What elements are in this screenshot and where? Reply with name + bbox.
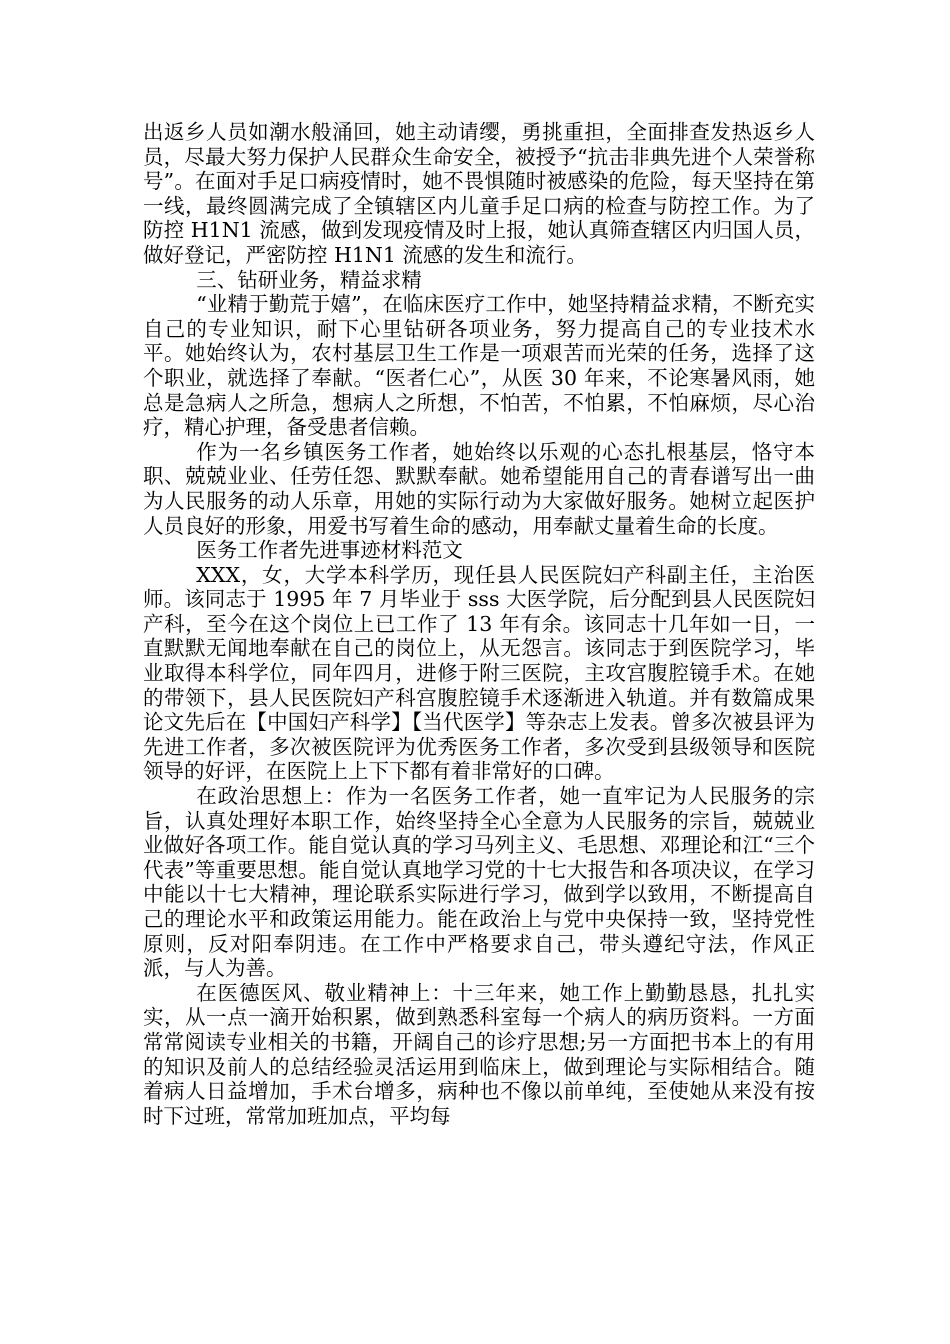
paragraph-3: 作为一名乡镇医务工作者，她始终以乐观的心态扎根基层，恪守本职、兢兢业业、任劳任怨、默默奉献。她希望能用自己的青春谱写出一曲为人民服务的动人乐章，用她的实际行动为大家做好服务。她树立起医护人员良好的形象，用爱书写着生命的感动，用奉献丈量着生命的长度。 — [143, 439, 815, 538]
document-page — [143, 120, 815, 1128]
section-heading-3: 三、钻研业务，精益求精 — [196, 267, 422, 292]
paragraph-1: 出返乡人员如潮水般涌回，她主动请缨，勇挑重担，全面排查发热返乡人员，尽最大努力保护人民群众生命安全，被授予“抗击非典先进个人荣誉称号”。在面对手足口病疫情时，她不畏惧随时被感染的危险，每天坚持在第一线，最终圆满完成了全镇辖区内儿童手足口病的检查与防控工作。为了防控 H1N1 流感，做到发现疫情及时上报，她认真筛查辖区内归国人员，做好登记，严密防控 H1N1 流感的发生和流行。 — [143, 120, 815, 267]
article-title: 医务工作者先进事迹材料范文 — [196, 538, 463, 563]
paragraph-2: “业精于勤荒于嬉”，在临床医疗工作中，她坚持精益求精，不断充实自己的专业知识，耐下心里钻研各项业务，努力提高自己的专业技术水平。她始终认为，农村基层卫生工作是一项艰苦而光荣的任务，选择了这个职业，就选择了奉献。“医者仁心”，从医 30 年来，不论寒暑风雨，她总是急病人之所急，想病人之所想，不怕苦，不怕累，不怕麻烦，尽心治疗，精心护理，备受患者信赖。 — [143, 292, 815, 440]
paragraph-6: 在医德医风、敬业精神上：十三年来，她工作上勤勤恳恳，扎扎实实，从一点一滴开始积累，做到熟悉科室每一个病人的病历资料。一方面常常阅读专业相关的书籍，开阔自己的诊疗思想;另一方面把书本上的有用的知识及前人的总结经验灵活运用到临床上，做到理论与实际相结合。随着病人日益增加，手术台增多，病种也不像以前单纯，至使她从来没有按时下过班，常常加班加点，平均每 — [143, 980, 815, 1128]
paragraph-4: XXX，女，大学本科学历，现任县人民医院妇产科副主任，主治医师。该同志于 1995 年 7 月毕业于 sss 大医学院，后分配到县人民医院妇产科，至今在这个岗位上已工作了 13 年有余。该同志十几年如一日，一直默默无闻地奉献在自己的岗位上，从无怨言。该同志于到医院学习，毕业取得本科学位，同年四月，进修于附三医院，主攻宫腹腔镜手术。在她的带领下，县人民医院妇产科宫腹腔镜手术逐渐进入轨道。并有数篇成果论文先后在【中国妇产科学】【当代医学】等杂志上发表。曾多次被县评为先进工作者，多次被医院评为优秀医务工作者，多次受到县级领导和医院领导的好评，在医院上上下下都有着非常好的口碑。 — [143, 562, 815, 784]
paragraph-5: 在政治思想上：作为一名医务工作者，她一直牢记为人民服务的宗旨，认真处理好本职工作，始终坚持全心全意为人民服务的宗旨，兢兢业业做好各项工作。能自觉认真的学习马列主义、毛思想、邓理论和江“三个代表”等重要思想。能自觉认真地学习党的十七大报告和各项决议，在学习中能以十七大精神，理论联系实际进行学习，做到学以致用，不断提高自己的理论水平和政策运用能力。能在政治上与党中央保持一致，坚持党性原则，反对阳奉阴违。在工作中严格要求自己，带头遵纪守法，作风正派，与人为善。 — [143, 784, 815, 981]
